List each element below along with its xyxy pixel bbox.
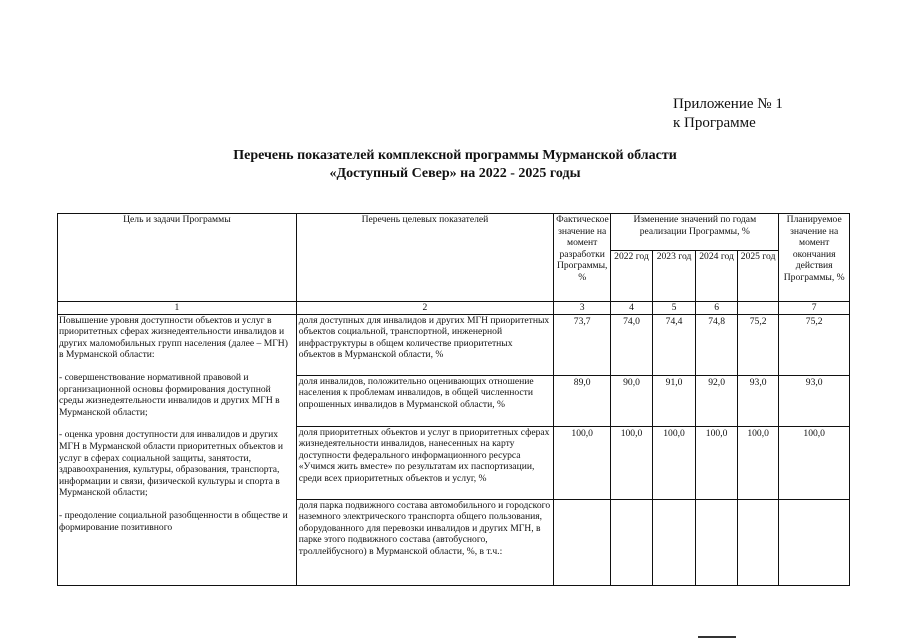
value-2025 <box>737 499 779 585</box>
task-text: - оценка уровня доступности для инвалидов и других МГН в Мурманской области приоритетных объектов и услуг в сферах социальной защиты, занятости, здравоохранения, культуры, образования, транспорта, информации и связи, физической культуры и спорта в Мурманской области; <box>59 429 284 499</box>
header-year-2022: 2022 год <box>611 251 653 302</box>
goal-cell <box>58 314 297 585</box>
value-2022: 100,0 <box>611 426 653 499</box>
value-2023 <box>652 499 696 585</box>
task-text: - совершенствование нормативной правовой и организационной основы формирования доступной среды жизнедеятельности инвалидов и других МГН в Мурманской области; <box>59 371 280 418</box>
appendix-line-2: к Программе <box>673 115 756 131</box>
header-row-1 <box>58 214 850 251</box>
indicators-table <box>57 213 850 586</box>
column-number: 4 <box>611 302 653 315</box>
title-line-2: «Доступный Север» на 2022 - 2025 годы <box>329 166 581 181</box>
task-text: - преодоление социальной разобщенности в обществе и формирование позитивного <box>59 509 288 533</box>
header-planned: Планируемое значение на момент окончания действия Программы, % <box>779 214 850 302</box>
header-year-2023: 2023 год <box>652 251 696 302</box>
planned-value: 75,2 <box>779 314 850 375</box>
value-2024: 74,8 <box>696 314 738 375</box>
column-number: 6 <box>696 302 738 315</box>
value-2023: 91,0 <box>652 375 696 426</box>
column-number: 1 <box>58 302 297 315</box>
header-change: Изменение значений по годам реализации Программы, % <box>611 214 779 251</box>
column-number: 3 <box>554 302 611 315</box>
value-2024 <box>696 499 738 585</box>
planned-value <box>779 499 850 585</box>
value-2025: 93,0 <box>737 375 779 426</box>
column-number: 5 <box>652 302 696 315</box>
indicator-text: доля приоритетных объектов и услуг в приоритетных сферах жизнедеятельности инвалидов, нанесенных на карту доступности федерального информационного ресурса «Учимся жить вместе» по результатам их паспортизации, среди всех приоритетных объектов и услуг, % <box>296 426 553 499</box>
header-year-2025: 2025 год <box>737 251 779 302</box>
appendix-label <box>673 95 783 133</box>
header-indicator: Перечень целевых показателей <box>296 214 553 302</box>
value-2022: 74,0 <box>611 314 653 375</box>
header-goal: Цель и задачи Программы <box>58 214 297 302</box>
header-year-2024: 2024 год <box>696 251 738 302</box>
scan-mark <box>698 636 736 638</box>
title-line-1: Перечень показателей комплексной программы Мурманской области <box>233 148 677 163</box>
value-2022 <box>611 499 653 585</box>
goal-text: Повышение уровня доступности объектов и услуг в приоритетных сферах жизнедеятельности инвалидов и других маломобильных групп населения (далее – МГН) в Мурманской области: <box>59 314 288 361</box>
indicator-text: доля инвалидов, положительно оценивающих отношение населения к проблемам инвалидов, в общей численности опрошенных инвалидов в Мурманской области, % <box>296 375 553 426</box>
planned-value: 100,0 <box>779 426 850 499</box>
column-number-row <box>58 302 850 315</box>
value-2023: 74,4 <box>652 314 696 375</box>
indicator-text: доля доступных для инвалидов и других МГН приоритетных объектов социальной, транспортной, инженерной инфраструктуры в общем количестве приоритетных объектов в Мурманской области, % <box>296 314 553 375</box>
header-actual: Фактическое значение на момент разработки Программы, % <box>554 214 611 302</box>
value-2024: 92,0 <box>696 375 738 426</box>
value-2025: 100,0 <box>737 426 779 499</box>
column-number-empty <box>737 302 779 315</box>
actual-value: 73,7 <box>554 314 611 375</box>
column-number: 7 <box>779 302 850 315</box>
value-2023: 100,0 <box>652 426 696 499</box>
indicator-text: доля парка подвижного состава автомобильного и городского наземного электрического транспорта общего пользования, оборудованного для перевозки инвалидов и других МГН, в парке этого подвижного состава (автобусного, троллейбусного) в Мурманской области, %, в т.ч.: <box>296 499 553 585</box>
table-row <box>58 314 850 375</box>
appendix-line-1: Приложение № 1 <box>673 96 783 112</box>
actual-value: 89,0 <box>554 375 611 426</box>
value-2025: 75,2 <box>737 314 779 375</box>
actual-value <box>554 499 611 585</box>
document-title <box>60 147 850 183</box>
actual-value: 100,0 <box>554 426 611 499</box>
planned-value: 93,0 <box>779 375 850 426</box>
value-2022: 90,0 <box>611 375 653 426</box>
column-number: 2 <box>296 302 553 315</box>
value-2024: 100,0 <box>696 426 738 499</box>
